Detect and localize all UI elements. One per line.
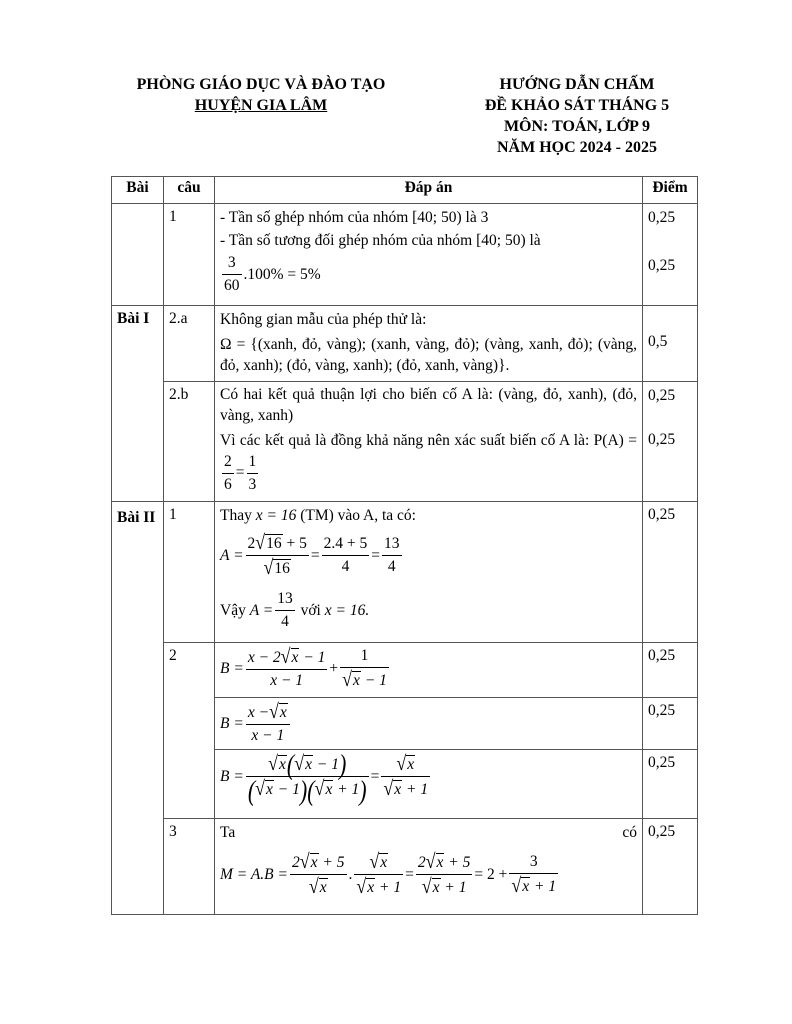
fraction: $\frac{x - 2√x - 1}{x - 1}$ — [247, 644, 326, 689]
district-name: HUYỆN GIA LÂM — [194, 97, 328, 114]
fraction: $\frac{√x(√x - 1)}{(√x - 1)(√x + 1)}$ — [247, 748, 367, 807]
table-header-row — [112, 177, 698, 204]
col-header-dap-an: Đáp án — [215, 177, 643, 204]
header-left — [110, 74, 412, 116]
score-cell: 0,25 — [643, 502, 698, 643]
col-header-bai: Bài — [112, 177, 164, 204]
table-row — [112, 643, 698, 698]
answer-table — [111, 176, 698, 915]
fraction: $\frac{x -√x}{x - 1}$ — [246, 700, 290, 747]
bai-label: Bài I — [112, 306, 164, 502]
cau-cell: 1 — [164, 502, 215, 643]
header-right — [466, 74, 688, 158]
answer-cell: - Tần số ghép nhóm của nhóm [40; 50) là 3 - Tần số tương đối ghép nhóm của nhóm [40; 50) là $\frac{3}{60}$ .100% = 5% — [215, 204, 643, 306]
fraction: $\frac{13}{4}$ — [384, 535, 400, 575]
fraction: $\frac{2√16 + 5}{√16}$ — [247, 530, 307, 579]
subject: MÔN: TOÁN, LỚP 9 — [503, 118, 651, 135]
fraction: $\frac{√x}{√x + 1}$ — [383, 751, 429, 800]
exam-name: ĐỀ KHẢO SÁT THÁNG 5 — [484, 97, 670, 114]
table-row — [112, 382, 698, 502]
answer-cell: Thay x = 16 (TM) vào A, ta có: A = $\frac{2√16 + 5}{√16}$ = $\frac{2.4 + 5}{4}$ = $\frac{13}{4}$ Vậy A = $\frac{13}{4}$ với x = 16. — [215, 502, 643, 643]
cau-cell: 2.a — [164, 306, 215, 382]
bai-label: Bài II — [112, 502, 164, 915]
score-cell: 0,25 — [643, 819, 698, 915]
fraction: $\frac{2√x + 5}{√x + 1}$ — [417, 849, 471, 898]
table-row — [112, 819, 698, 915]
fraction: $\frac{13}{4}$ — [277, 590, 293, 630]
fraction: $\frac{2√x + 5}{√x}$ — [292, 849, 345, 898]
score-cell: 0,25 — [643, 698, 698, 750]
answer-cell: Không gian mẫu của phép thử là: Ω = {(xanh, đỏ, vàng); (xanh, vàng, đỏ); (vàng, xanh, đỏ); (vàng, đỏ, xanh); (đỏ, vàng, xanh); (đỏ, xanh, vàng)}. — [215, 306, 643, 382]
table-row — [112, 204, 698, 306]
col-header-cau: câu — [164, 177, 215, 204]
table-row — [112, 502, 698, 643]
score-cell: 0,5 — [643, 306, 698, 382]
answer-cell: B = $\frac{x -√x}{x - 1}$ — [215, 698, 643, 750]
answer-cell: Có hai kết quả thuận lợi cho biến cố A là: (vàng, đỏ, xanh), (đỏ, vàng, xanh) Vì các kết quả là đồng khả năng nên xác suất biến cố A là: P(A) = $\frac{2}{6}$ = $\frac{1}{3}$ — [215, 382, 643, 502]
department-name: PHÒNG GIÁO DỤC VÀ ĐÀO TẠO — [136, 76, 386, 93]
doc-title: HƯỚNG DẪN CHẤM — [499, 76, 655, 93]
fraction: $\frac{2.4 + 5}{4}$ — [323, 535, 368, 575]
table-row — [112, 306, 698, 382]
score-cell: 0,25 0,25 — [643, 204, 698, 306]
school-year: NĂM HỌC 2024 - 2025 — [497, 139, 657, 156]
fraction: $\frac{1}{3}$ — [248, 453, 257, 493]
col-header-diem: Điểm — [643, 177, 698, 204]
fraction: $\frac{3}{√x + 1}$ — [511, 853, 557, 897]
answer-cell: B = $\frac{√x(√x - 1)}{(√x - 1)(√x + 1)}$ = $\frac{√x}{√x + 1}$ — [215, 750, 643, 819]
fraction: $\frac{√x}{√x + 1}$ — [356, 849, 402, 898]
answer-cell: Ta có M = A.B = $\frac{2√x + 5}{√x}$ . $\frac{√x}{√x + 1}$ = $\frac{2√x + 5}{√x + 1}$ = 2 + $\frac{3}{√x + 1}$ — [215, 819, 643, 915]
score-cell: 0,25 — [643, 750, 698, 819]
score-cell: 0,25 — [643, 643, 698, 698]
fraction: $\frac{3}{60}$ — [224, 254, 240, 294]
fraction: $\frac{1}{√x - 1}$ — [342, 647, 387, 691]
score-cell: 0,25 0,25 — [643, 382, 698, 502]
cau-cell: 3 — [164, 819, 215, 915]
cau-cell: 2 — [164, 643, 215, 819]
answer-cell: B = $\frac{x - 2√x - 1}{x - 1}$ + $\frac{1}{√x - 1}$ — [215, 643, 643, 698]
fraction: $\frac{2}{6}$ — [224, 453, 232, 493]
cau-cell: 2.b — [164, 382, 215, 502]
cau-cell: 1 — [164, 204, 215, 306]
